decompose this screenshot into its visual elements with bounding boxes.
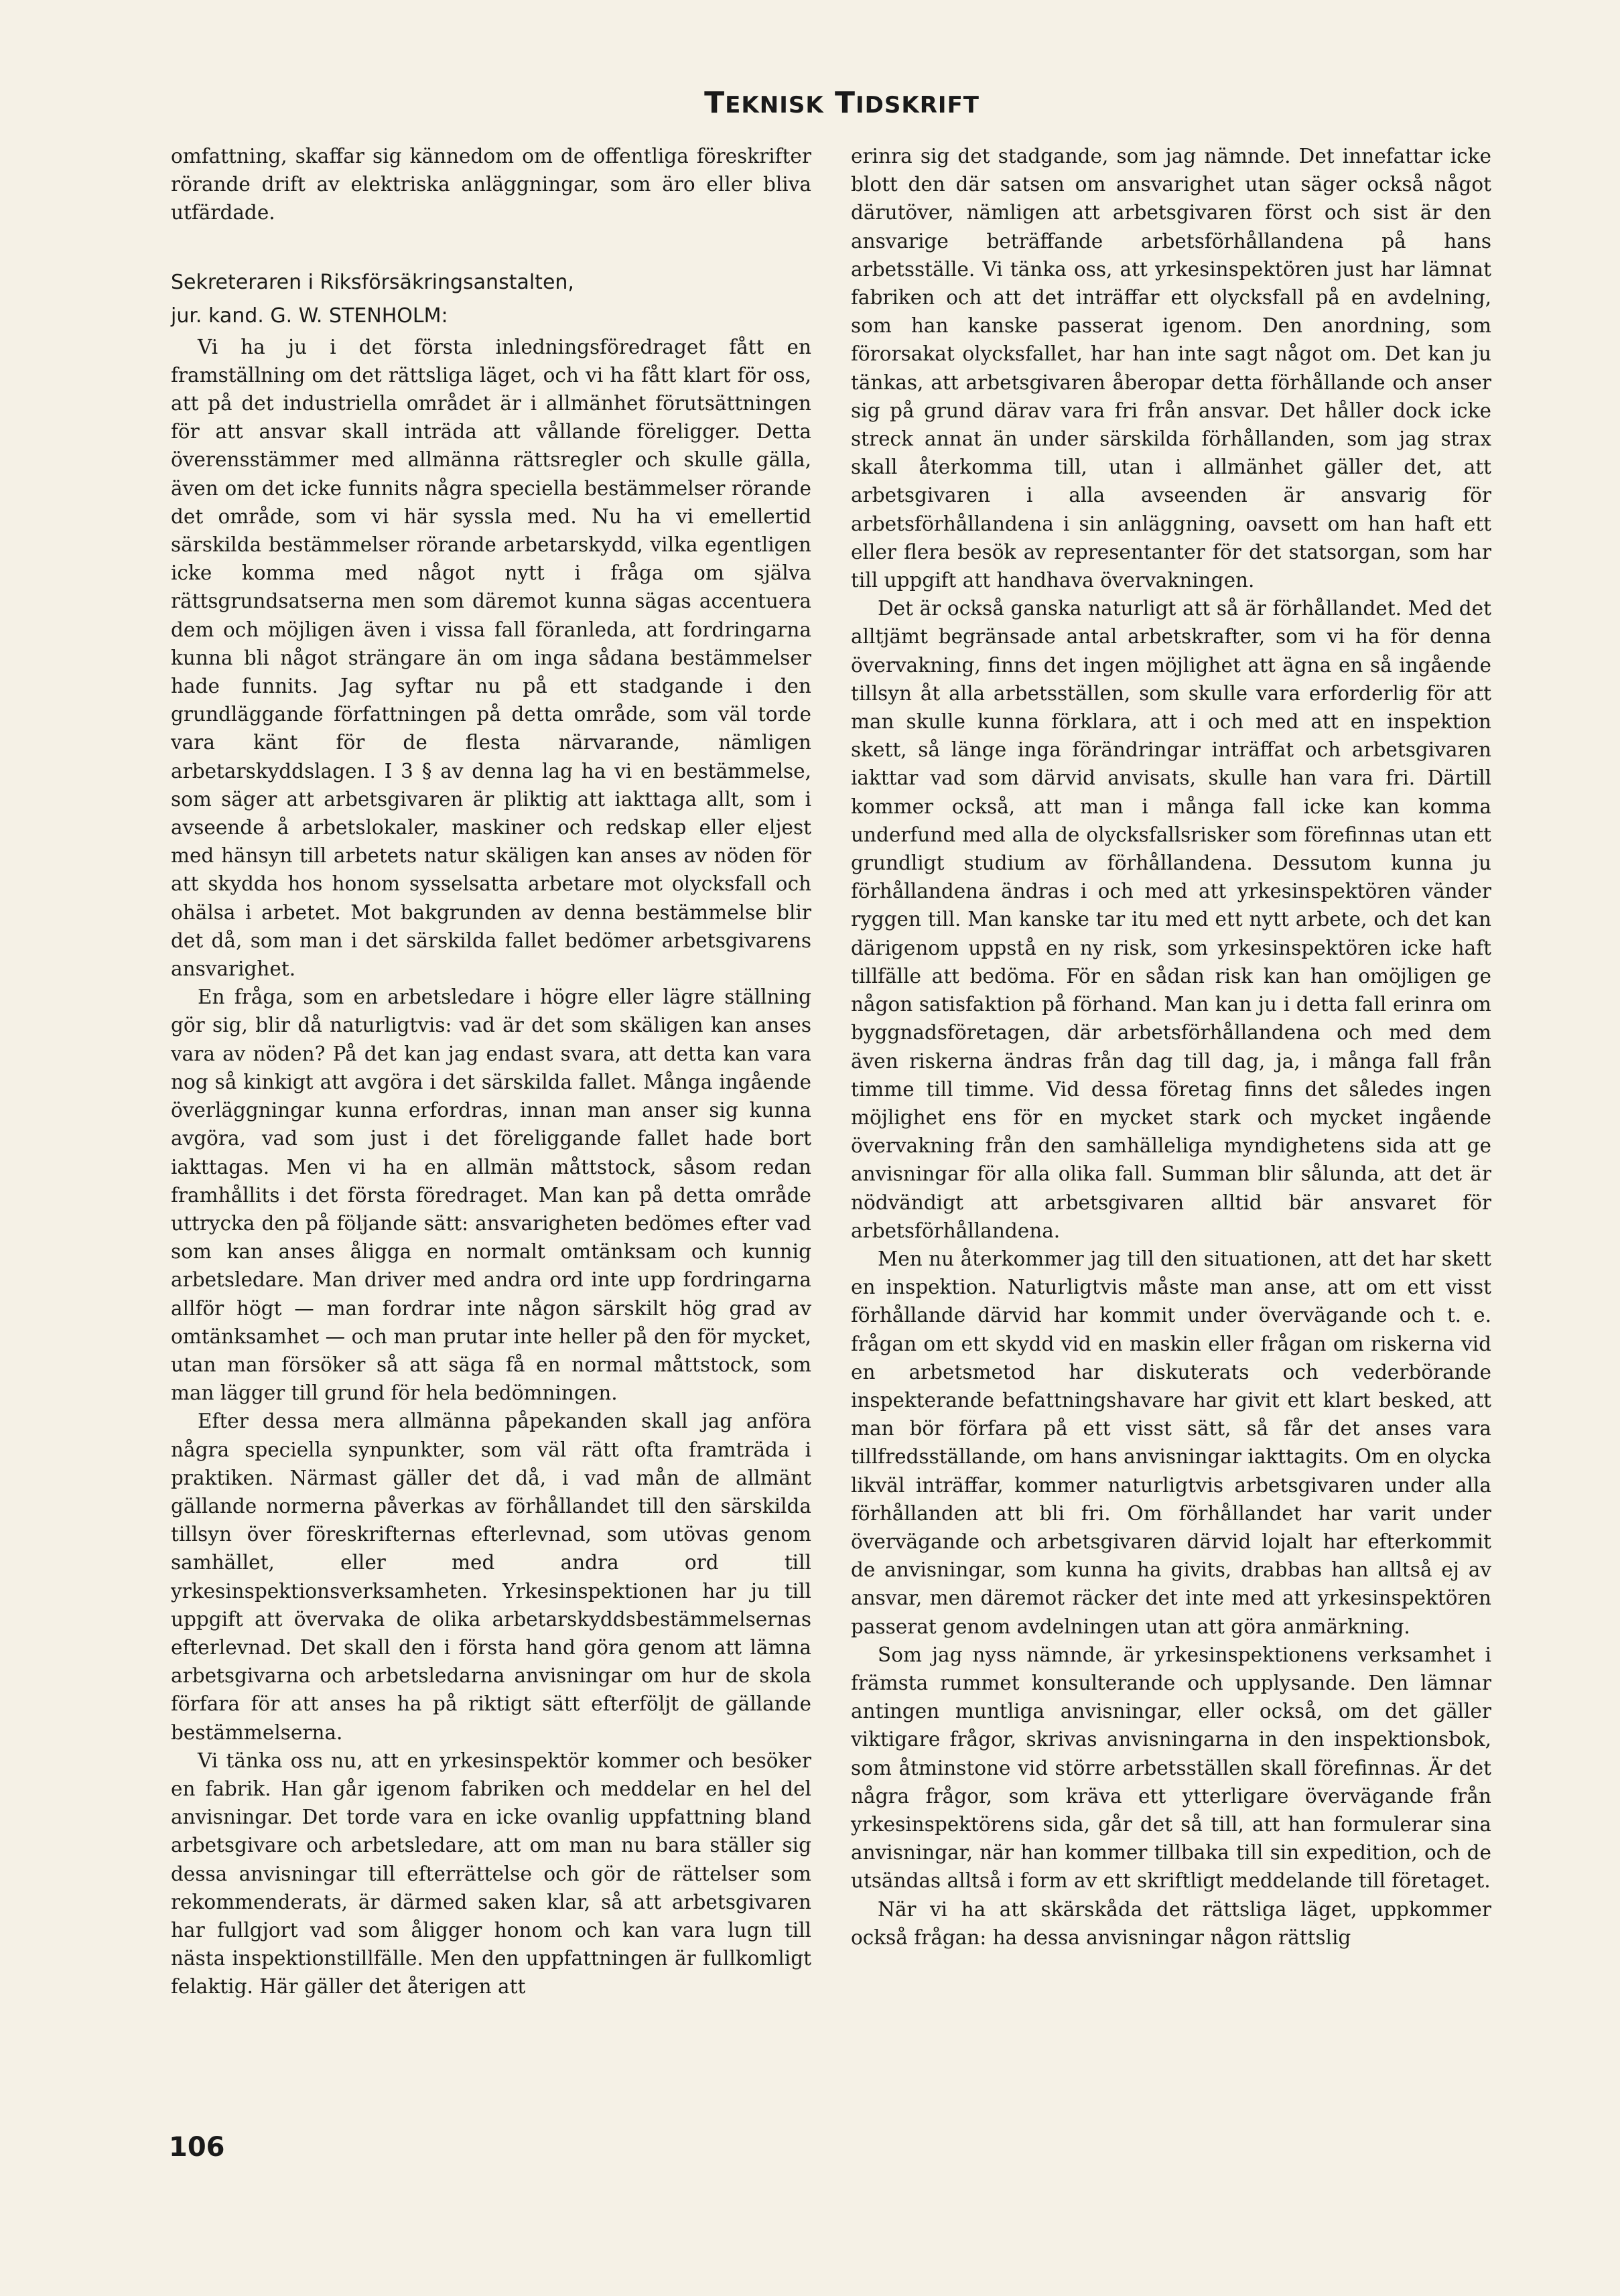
paragraph: Det är också ganska naturligt att så är förhållandet. Med det alltjämt begränsade antal arbetskrafter, som vi ha för denna övervakning, finns det ingen möjlighet att ägna en så ingående tillsyn åt alla arbetsställen, som skulle vara erforderlig för att man skulle kunna förklara, att i och med att en inspektion skett, så länge inga förändringar inträffat och arbetsgivaren iakttar vad som därvid anvisats, skulle han vara fri. Därtill kommer också, att man i många fall icke kan komma underfund med alla de olycksfallsrisker som förefinnas utan ett grundligt studium av förhållandena. Dessutom kunna ju förhållandena ändras i och med att yrkesinspektören vänder ryggen till. Man kanske tar itu med ett nytt arbete, och det kan därigenom uppstå en ny risk, som yrkesinspektören icke haft tillfälle att bedöma. För en sådan risk kan han omöjligen ge någon satisfaktion på förhand. Man kan ju i detta fall erinra om byggnadsföretagen, där arbetsförhållandena och med dem även riskerna ändras från dag till dag, ja, i många fall från timme till timme. Vid dessa företag finns det således ingen möjlighet ens för en mycket stark och mycket ingående övervakning från den samhälleliga myndighetens sida att ge anvisningar för alla olika fall. Summan blir sålunda, att det är nödvändigt att arbetsgivaren alltid bär ansvaret för arbetsförhållandena. <box>851 597 1491 1242</box>
paragraph: Men nu återkommer jag till den situationen, att det har skett en inspektion. Naturligtvis måste man anse, att om ett visst förhållande därvid har kommit under övervägande och t. e. frågan om ett skydd vid en maskin eller frågan om riskerna vid en arbetsmetod har diskuterats och vederbörande inspekterande befattningshavare har givit ett klart besked, att man bör förfara på ett visst sätt, så får det anses vara tillfredsställande, om hans anvisningar iakttagits. Om en olycka likväl inträffar, kommer naturligtvis arbetsgivaren under alla förhållanden att bli fri. Om förhållandet har varit under övervägande och arbetsgivaren därvid lojalt har efterkommit de anvisningar, som kunna ha givits, drabbas han alltså ej av ansvar, men däremot räcker det inte med att yrkesinspektören passerat genom avdelningen utan att göra anmärkning. <box>851 1247 1491 1638</box>
continued-paragraph: erinra sig det stadgande, som jag nämnde. Det innefattar icke blott den där satsen om ansvarighet utan säger också något därutöver, nämligen att arbetsgivaren först och sist är den ansvarige beträffande arbetsförhållandena på hans arbetsställe. Vi tänka oss, att yrkesinspektören just har lämnat fabriken och att det inträffar ett olycksfall på en avdelning, som han kanske passerat igenom. Den anordning, som förorsakat olycksfallet, har han inte sagt något om. Det kan ju tänkas, att arbetsgivaren åberopar detta förhållande och anser sig på grund därav vara fri från ansvar. Det håller dock icke streck annat än under särskilda förhållanden, som jag strax skall återkomma till, utan i allmänhet gäller det, att arbetsgivaren i alla avseenden är ansvarig för arbetsförhållandena i sin anläggning, oavsett om han haft ett eller flera besök av representanter för det statsorgan, som har till uppgift att handhava övervakningen. <box>851 145 1491 592</box>
paragraph: Vi tänka oss nu, att en yrkesinspektör kommer och besöker en fabrik. Han går igenom fabriken och meddelar en hel del anvisningar. Det torde vara en icke ovanlig uppfattning bland arbetsgivare och arbetsledare, att om man nu bara ställer sig dessa anvisningar till efterrättelse och gör de rättelser som rekommenderats, är därmed saken klar, så att arbetsgivaren har fullgjort vad som åligger honom och kan vara lugn till nästa inspektionstillfälle. Men den uppfattningen är fullkomligt felaktig. Här gäller det återigen att <box>171 1749 811 1999</box>
intro-paragraph: omfattning, skaffar sig kännedom om de offentliga föreskrifter rörande drift av elektriska anläggningar, som äro eller bliva utfärdade. <box>171 145 811 224</box>
paragraph: En fråga, som en arbetsledare i högre eller lägre ställning gör sig, blir då naturligtvis: vad är det som skäligen kan anses vara av nöden? På det kan jag endast svara, att detta kan vara nog så kinkigt att avgöra i det särskilda fallet. Många ingående överläggningar kunna erfordras, innan man anser sig kunna avgöra, vad som just i det föreliggande fallet hade bort iakttagas. Men vi ha en allmän måttstock, såsom redan framhållits i det första föredraget. Man kan på detta område uttrycka den på följande sätt: ansvarigheten bedömes efter vad som kan anses åligga en normalt omtänksam och kunnig arbetsledare. Man driver med andra ord inte upp fordringarna allför högt — man fordrar inte någon särskilt hög grad av omtänksamhet — och man prutar inte heller på den för mycket, utan man försöker så att säga få en normal måttstock, som man lägger till grund för hela bedömningen. <box>171 986 811 1405</box>
right-column <box>851 142 1491 1952</box>
left-column <box>171 142 811 2001</box>
speaker-title: Sekreteraren i Riksförsäkringsanstalten, <box>171 270 574 294</box>
paragraph: Vi ha ju i det första inledningsföredraget fått en framställning om det rättsliga läget, och vi ha fått klart för oss, att på det industriella området är i allmänhet förutsättningen för att ansvar skall inträda att vållande föreligger. Detta överensstämmer med allmänna rättsregler och skulle gälla, även om det icke funnits några speciella bestämmelser rörande det område, som vi här syssla med. Nu ha vi emellertid särskilda bestämmelser rörande arbetarskydd, vilka egentligen icke komma med något nytt i fråga om själva rättsgrundsatserna men som däremot kunna sägas accentuera dem och möjligen även i vissa fall föranleda, att fordringarna kunna bli något strängare än om inga sådana bestämmelser hade funnits. Jag syftar nu på ett stadgande i den grundläggande författningen på detta område, som väl torde vara känt för de flesta närvarande, nämligen arbetarskyddslagen. I 3 § av denna lag ha vi en bestämmelse, som säger att arbetsgivaren är pliktig att iakttaga allt, som i avseende å arbetslokaler, maskiner och redskap eller eljest med hänsyn till arbetets natur skäligen kan anses av nöden för att skydda hos honom sysselsatta arbetare mot olycksfall och ohälsa i arbetet. Mot bakgrunden av denna bestämmelse blir det då, som man i det särskilda fallet bedömer arbetsgivarens ansvarighet. <box>171 335 811 981</box>
page-number: 106 <box>169 2132 225 2163</box>
paragraph: När vi ha att skärskåda det rättsliga läget, uppkommer också frågan: ha dessa anvisningar någon rättslig <box>851 1897 1491 1949</box>
paragraph: Som jag nyss nämnde, är yrkesinspektionens verksamhet i främsta rummet konsulterande och upplysande. Den lämnar antingen muntliga anvisningar, eller också, om det gäller viktigare frågor, skrivas anvisningarna in den inspektionsbok, som åtminstone vid större arbetsställen skall förefinnas. Är det några frågor, som kräva ett ytterligare övervägande från yrkesinspektörens sida, går det så till, att han formulerar sina anvisningar, när han kommer tillbaka till sin expedition, och de utsändas alltså i form av ett skriftligt meddelande till företaget. <box>851 1643 1491 1893</box>
speaker-heading <box>171 266 811 333</box>
header-initial-1: T <box>704 86 726 120</box>
header-initial-2: T <box>835 86 856 120</box>
header-word-2: IDSKRIFT <box>856 92 980 119</box>
paragraph: Efter dessa mera allmänna påpekanden skall jag anföra några speciella synpunkter, som väl rätt ofta framträda i praktiken. Närmast gäller det då, i vad mån de allmänt gällande normerna påverkas av förhållandet till den särskilda tillsyn över föreskrifternas efterlevnad, som utövas genom samhället, eller med andra ord till yrkesinspektionsverksamheten. Yrkesinspektionen har ju till uppgift att övervaka de olika arbetarskyddsbestämmelsernas efterlevnad. Det skall den i första hand göra genom att lämna arbetsgivarna och arbetsledarna anvisningar om hur de skola förfara för att anses ha på riktigt sätt efterföljt de gällande bestämmelserna. <box>171 1410 811 1744</box>
speaker-name: jur. kand. G. W. STENHOLM: <box>171 303 448 328</box>
header-word-1: EKNISK <box>725 92 824 119</box>
journal-header <box>704 86 980 120</box>
